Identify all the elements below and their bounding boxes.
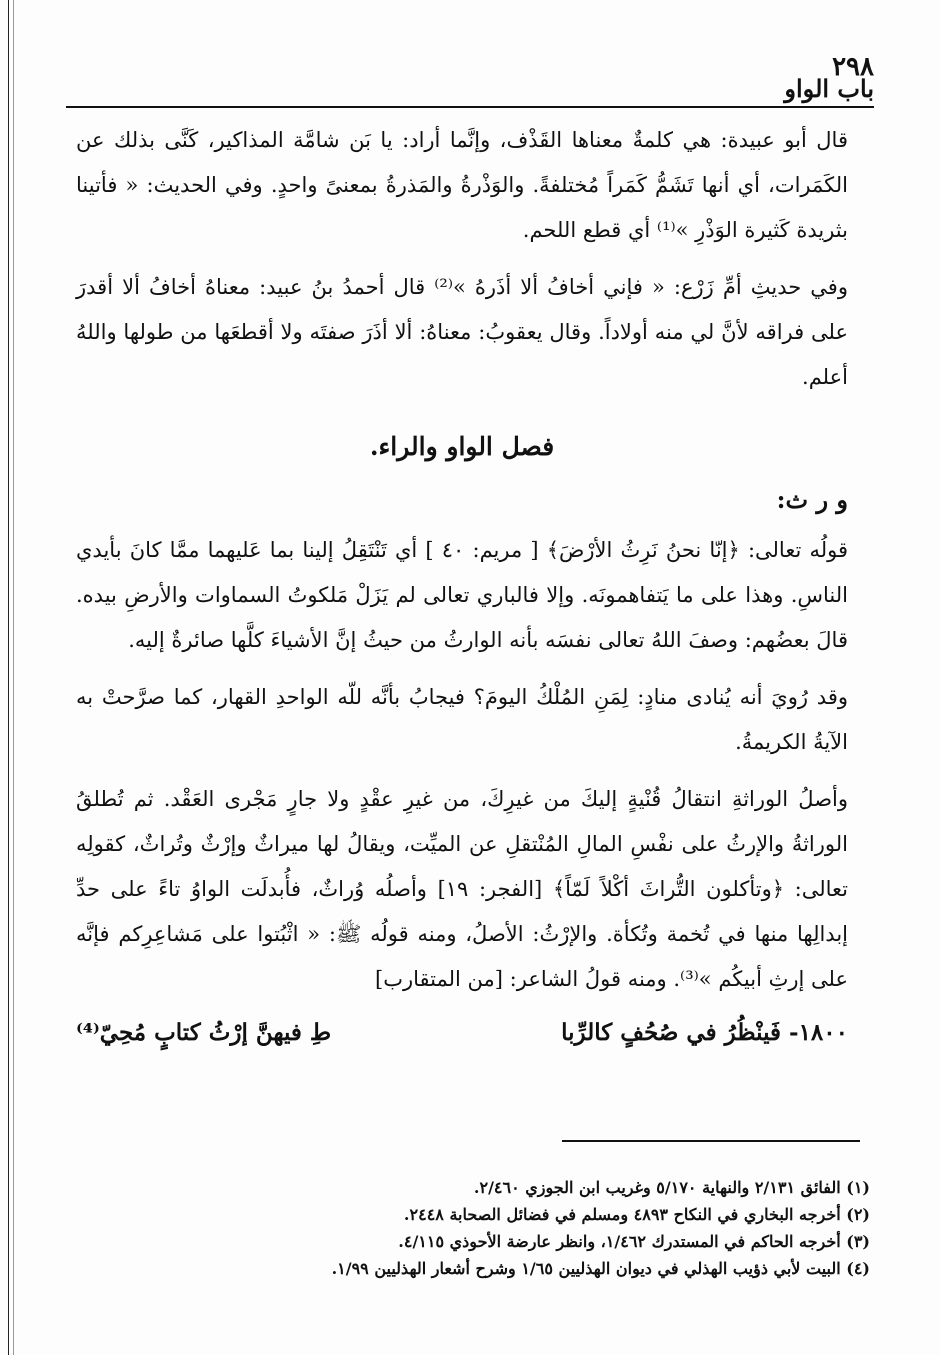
paragraph-abu-ubayda: قال أبو عبيدة: هي كلمةٌ معناها القَذْف، وإنَّما أراد: يا بَن شامَّة المذاكير، كَنَّى بذلك عن الكَمَرات، أي أنها تَشَمُّ كَمَراً مُختلفةً. والوَذْرةُ والمَذرةُ بمعنىً واحدٍ. وفي الحديث: « فأتينا بثريدة كَثيرة الوَذْرِ »⁽¹⁾ أي قطع اللحم. <box>76 128 848 242</box>
running-head <box>66 52 874 106</box>
chapter-title: باب الواو <box>784 74 874 103</box>
paragraph-entry-2: وقد رُويَ أنه يُنادى منادٍ: لِمَنِ المُلْكُ اليومَ؟ فيجابُ بأنَّه للّه الواحدِ القهار، كما صرَّحتْ به الآيةُ الكريمةُ. <box>76 685 848 754</box>
page-edge-line <box>8 0 9 1355</box>
footnote-1: (١) الفائق ٢/١٣١ والنهاية ٥/١٧٠ وغريب ابن الجوزي ٢/٤٦٠. <box>473 1178 870 1197</box>
footnotes <box>200 1174 870 1282</box>
paragraph-umm-zar: وفي حديثِ أمِّ زَرْع: « فإني أخافُ ألا أذَرهُ »⁽²⁾ قال أحمدُ بنُ عبيد: معناهُ أخافُ ألا أقدرَ على فراقه لأنَّ لي منه أولاداً. وقال يعقوبُ: معناهُ: ألا أذَرَ صفتَه ولا أقطعَها من طولها واللهُ أعلم. <box>76 275 848 389</box>
section-title: فصل الواو والراء. <box>369 432 555 461</box>
main-text <box>76 118 848 1055</box>
footnote-4: (٤) البيت لأبي ذؤيب الهذلي في ديوان الهذليين ١/٦٥ وشرح أشعار الهذليين ١/٩٩. <box>331 1259 870 1278</box>
page-number: ٢٩٨ <box>832 52 874 82</box>
paragraph-entry-3: وأصلُ الوراثةِ انتقالُ قُنْيةٍ إليكَ من غيرِكَ، من غيرِ عقْدٍ ولا جارٍ مَجْرى العَقْد. ثم تُطلقُ الوراثةُ والإرثُ على نفْسِ المالِ المُنْتقلِ عن الميِّت، ويقالُ لها ميراثٌ وإرْثٌ وتُراثٌ، كقولِه تعالى: ﴿وتأكلون التُّراثَ أكْلاً لَمّاً﴾ [الفجر: ١٩] وأصلُه وُراثٌ، فأُبدلَت الواوُ تاءً على حدِّ إبدالِها منها في تُخمة وتُكأة. والإرْثُ: الأصلُ، ومنه قولُه ﷺ: « اثْبُتوا على مَشاعِرِكم فإنَّه على إرثِ أبيكُم »⁽³⁾. ومنه قولُ الشاعر: [من المتقارب] <box>76 787 848 991</box>
paragraph-entry-1: قولُه تعالى: ﴿إنّا نحنُ نَرِثُ الأرْضَ﴾ [ مريم: ٤٠ ] أي تَنْتَقِلُ إلينا بما عَليهما ممَّا كانَ بأيدي الناسِ. وهذا على ما يَتفاهمونَه. وإلا فالباري تعالى لم يَزَلْ مَلكوتُ السماوات والأرضِ بيده. قالَ بعضُهم: وصفَ اللهُ تعالى نفسَه بأنه الوارثُ من حيثُ إنَّ الأشياءَ كلَّها صائرةٌ إليه. <box>76 538 849 652</box>
verse-first-hemistich: ١٨٠٠- فَينْظُرُ في صُحُفٍ كالرِّبا <box>561 1019 848 1046</box>
footnote-rule <box>562 1140 860 1142</box>
header-rule <box>66 106 874 108</box>
verse-second-hemistich: طِ فيهنَّ إرْثُ كتابٍ مُحِيّ⁽⁴⁾ <box>76 1019 332 1046</box>
verse-line <box>76 1010 848 1055</box>
entry-head: و ر ث: <box>776 485 848 514</box>
footnote-2: (٢) أخرجه البخاري في النكاح ٤٨٩٣ ومسلم في فضائل الصحابة ٢٤٤٨. <box>403 1205 870 1224</box>
page-edge-shadow <box>13 0 14 1355</box>
footnote-3: (٣) أخرجه الحاكم في المستدرك ١/٤٦٢، وانظر عارضة الأحوذي ٤/١١٥. <box>398 1232 870 1251</box>
